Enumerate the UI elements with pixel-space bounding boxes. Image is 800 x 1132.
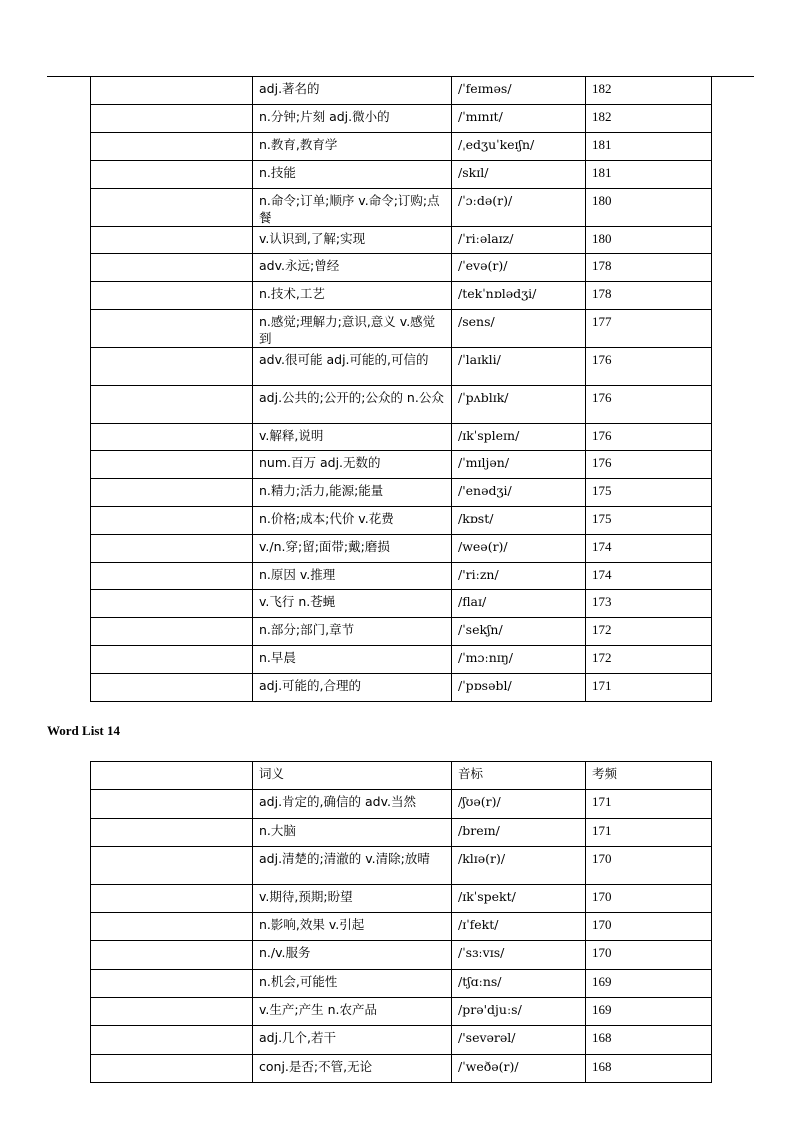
table-row (91, 790, 712, 818)
table-row (91, 105, 712, 133)
cell-definition: adj.公共的;公开的;公众的 n.公众 (253, 385, 452, 423)
cell-frequency: 176 (586, 451, 712, 479)
table-row (91, 133, 712, 161)
cell-phonetic: /sens/ (452, 310, 586, 348)
cell-no (91, 282, 253, 310)
cell-definition: n.精力;活力,能源;能量 (253, 479, 452, 507)
cell-no (91, 160, 253, 188)
cell-frequency: 177 (586, 310, 712, 348)
cell-phonetic: /ˈsekʃn/ (452, 618, 586, 646)
cell-frequency: 171 (586, 673, 712, 701)
cell-definition: v.认识到,了解;实现 (253, 226, 452, 254)
cell-definition: v.飞行 n.苍蝇 (253, 590, 452, 618)
cell-phonetic: /ˈsɜːvɪs/ (452, 941, 586, 969)
cell-frequency: 168 (586, 1026, 712, 1054)
cell-no (91, 562, 253, 590)
cell-frequency: 170 (586, 846, 712, 884)
table-row (91, 673, 712, 701)
cell-phonetic: /ˈweðə(r)/ (452, 1054, 586, 1082)
cell-no (91, 818, 253, 846)
cell-frequency: 172 (586, 646, 712, 674)
cell-phonetic: /ˈmɪnɪt/ (452, 105, 586, 133)
table-row (91, 941, 712, 969)
cell-no (91, 969, 253, 997)
table-row (91, 818, 712, 846)
table-row (91, 1054, 712, 1082)
cell-no (91, 348, 253, 386)
table-row (91, 479, 712, 507)
cell-phonetic: /tʃɑːns/ (452, 969, 586, 997)
cell-frequency: 178 (586, 282, 712, 310)
table-row (91, 846, 712, 884)
cell-phonetic: /skɪl/ (452, 160, 586, 188)
cell-frequency: 170 (586, 884, 712, 912)
cell-phonetic: /weə(r)/ (452, 534, 586, 562)
cell-frequency: 173 (586, 590, 712, 618)
cell-phonetic: /ˈfeɪməs/ (452, 77, 586, 105)
table-row (91, 618, 712, 646)
cell-definition: adv.很可能 adj.可能的,可信的 (253, 348, 452, 386)
cell-frequency: 182 (586, 105, 712, 133)
cell-definition: n.分钟;片刻 adj.微小的 (253, 105, 452, 133)
table-row (91, 969, 712, 997)
cell-no (91, 423, 253, 451)
cell-frequency: 178 (586, 254, 712, 282)
cell-definition: n.命令;订单;顺序 v.命令;订购;点餐 (253, 188, 452, 226)
cell-frequency: 182 (586, 77, 712, 105)
table-row (91, 348, 712, 386)
cell-definition: adj.著名的 (253, 77, 452, 105)
cell-phonetic: /ɪkˈspekt/ (452, 884, 586, 912)
table-row (91, 913, 712, 941)
cell-no (91, 590, 253, 618)
cell-definition: num.百万 adj.无数的 (253, 451, 452, 479)
cell-definition: n.感觉;理解力;意识,意义 v.感觉到 (253, 310, 452, 348)
cell-phonetic: /ˈɔːdə(r)/ (452, 188, 586, 226)
table-row (91, 451, 712, 479)
cell-no (91, 618, 253, 646)
cell-frequency: 170 (586, 941, 712, 969)
cell-definition: n.价格;成本;代价 v.花费 (253, 507, 452, 535)
cell-definition: n./v.服务 (253, 941, 452, 969)
cell-definition: n.机会,可能性 (253, 969, 452, 997)
cell-phonetic: /ˈriːəlaɪz/ (452, 226, 586, 254)
cell-definition: n.早晨 (253, 646, 452, 674)
cell-no (91, 884, 253, 912)
cell-definition: n.教育,教育学 (253, 133, 452, 161)
cell-definition: n.原因 v.推理 (253, 562, 452, 590)
table-row (91, 998, 712, 1026)
cell-phonetic: /tekˈnɒlədʒi/ (452, 282, 586, 310)
cell-frequency: 174 (586, 562, 712, 590)
header-phonetic: 音标 (452, 762, 586, 790)
cell-no (91, 133, 253, 161)
table-row (91, 1026, 712, 1054)
cell-definition: n.部分;部门,章节 (253, 618, 452, 646)
cell-frequency: 171 (586, 818, 712, 846)
cell-definition: v./n.穿;留;面带;戴;磨损 (253, 534, 452, 562)
cell-phonetic: /ˌedʒuˈkeɪʃn/ (452, 133, 586, 161)
section-title: Word List 14 (47, 723, 120, 738)
cell-definition: n.影响,效果 v.引起 (253, 913, 452, 941)
cell-definition: v.期待,预期;盼望 (253, 884, 452, 912)
cell-phonetic: /ʃʊə(r)/ (452, 790, 586, 818)
cell-phonetic: /ˈpɒsəbl/ (452, 673, 586, 701)
cell-no (91, 451, 253, 479)
cell-phonetic: /kɒst/ (452, 507, 586, 535)
cell-no (91, 254, 253, 282)
cell-no (91, 1054, 253, 1082)
cell-no (91, 998, 253, 1026)
cell-no (91, 673, 253, 701)
table-row (91, 884, 712, 912)
word-table-list-14 (90, 761, 712, 1083)
cell-frequency: 169 (586, 998, 712, 1026)
cell-no (91, 534, 253, 562)
cell-frequency: 180 (586, 226, 712, 254)
cell-definition: v.生产;产生 n.农产品 (253, 998, 452, 1026)
cell-phonetic: /prə'djuːs/ (452, 998, 586, 1026)
table-row (91, 310, 712, 348)
cell-no (91, 105, 253, 133)
cell-definition: v.解释,说明 (253, 423, 452, 451)
header-frequency: 考频 (586, 762, 712, 790)
cell-definition: adj.几个,若干 (253, 1026, 452, 1054)
table-row (91, 188, 712, 226)
cell-phonetic: /'enədʒi/ (452, 479, 586, 507)
table-row (91, 646, 712, 674)
cell-frequency: 175 (586, 479, 712, 507)
cell-phonetic: /ˈpʌblɪk/ (452, 385, 586, 423)
cell-no (91, 188, 253, 226)
table-row (91, 562, 712, 590)
cell-phonetic: /breɪn/ (452, 818, 586, 846)
table-row (91, 534, 712, 562)
cell-frequency: 172 (586, 618, 712, 646)
table-row (91, 507, 712, 535)
cell-frequency: 169 (586, 969, 712, 997)
cell-phonetic: /ˈevə(r)/ (452, 254, 586, 282)
cell-no (91, 646, 253, 674)
cell-definition: conj.是否;不管,无论 (253, 1054, 452, 1082)
cell-no (91, 479, 253, 507)
cell-no (91, 790, 253, 818)
cell-phonetic: /ˈlaɪkli/ (452, 348, 586, 386)
cell-frequency: 180 (586, 188, 712, 226)
cell-frequency: 176 (586, 423, 712, 451)
cell-frequency: 176 (586, 385, 712, 423)
header-definition: 词义 (253, 762, 452, 790)
cell-definition: n.大脑 (253, 818, 452, 846)
cell-frequency: 181 (586, 133, 712, 161)
cell-phonetic: /ˈmɪljən/ (452, 451, 586, 479)
cell-definition: adv.永远;曾经 (253, 254, 452, 282)
cell-definition: n.技能 (253, 160, 452, 188)
cell-frequency: 168 (586, 1054, 712, 1082)
cell-frequency: 170 (586, 913, 712, 941)
table-header-row (91, 762, 712, 790)
cell-no (91, 846, 253, 884)
cell-definition: n.技术,工艺 (253, 282, 452, 310)
table-row (91, 160, 712, 188)
table-row (91, 254, 712, 282)
cell-definition: adj.可能的,合理的 (253, 673, 452, 701)
cell-phonetic: /klɪə(r)/ (452, 846, 586, 884)
cell-no (91, 77, 253, 105)
table-row (91, 226, 712, 254)
cell-phonetic: /flaɪ/ (452, 590, 586, 618)
cell-definition: adj.肯定的,确信的 adv.当然 (253, 790, 452, 818)
cell-no (91, 507, 253, 535)
cell-frequency: 171 (586, 790, 712, 818)
word-table-continued (90, 77, 712, 702)
cell-phonetic: /ɪkˈspleɪn/ (452, 423, 586, 451)
cell-phonetic: /ˈmɔːnɪŋ/ (452, 646, 586, 674)
cell-frequency: 176 (586, 348, 712, 386)
cell-frequency: 181 (586, 160, 712, 188)
cell-phonetic: /ɪˈfekt/ (452, 913, 586, 941)
table-row (91, 385, 712, 423)
cell-frequency: 175 (586, 507, 712, 535)
cell-phonetic: /'riːzn/ (452, 562, 586, 590)
cell-frequency: 174 (586, 534, 712, 562)
table-row (91, 282, 712, 310)
cell-no (91, 310, 253, 348)
cell-phonetic: /'sevərəl/ (452, 1026, 586, 1054)
cell-no (91, 913, 253, 941)
table-row (91, 77, 712, 105)
table-row (91, 423, 712, 451)
header-no (91, 762, 253, 790)
cell-no (91, 941, 253, 969)
table-row (91, 590, 712, 618)
cell-no (91, 1026, 253, 1054)
cell-no (91, 385, 253, 423)
cell-no (91, 226, 253, 254)
cell-definition: adj.清楚的;清澈的 v.清除;放晴 (253, 846, 452, 884)
